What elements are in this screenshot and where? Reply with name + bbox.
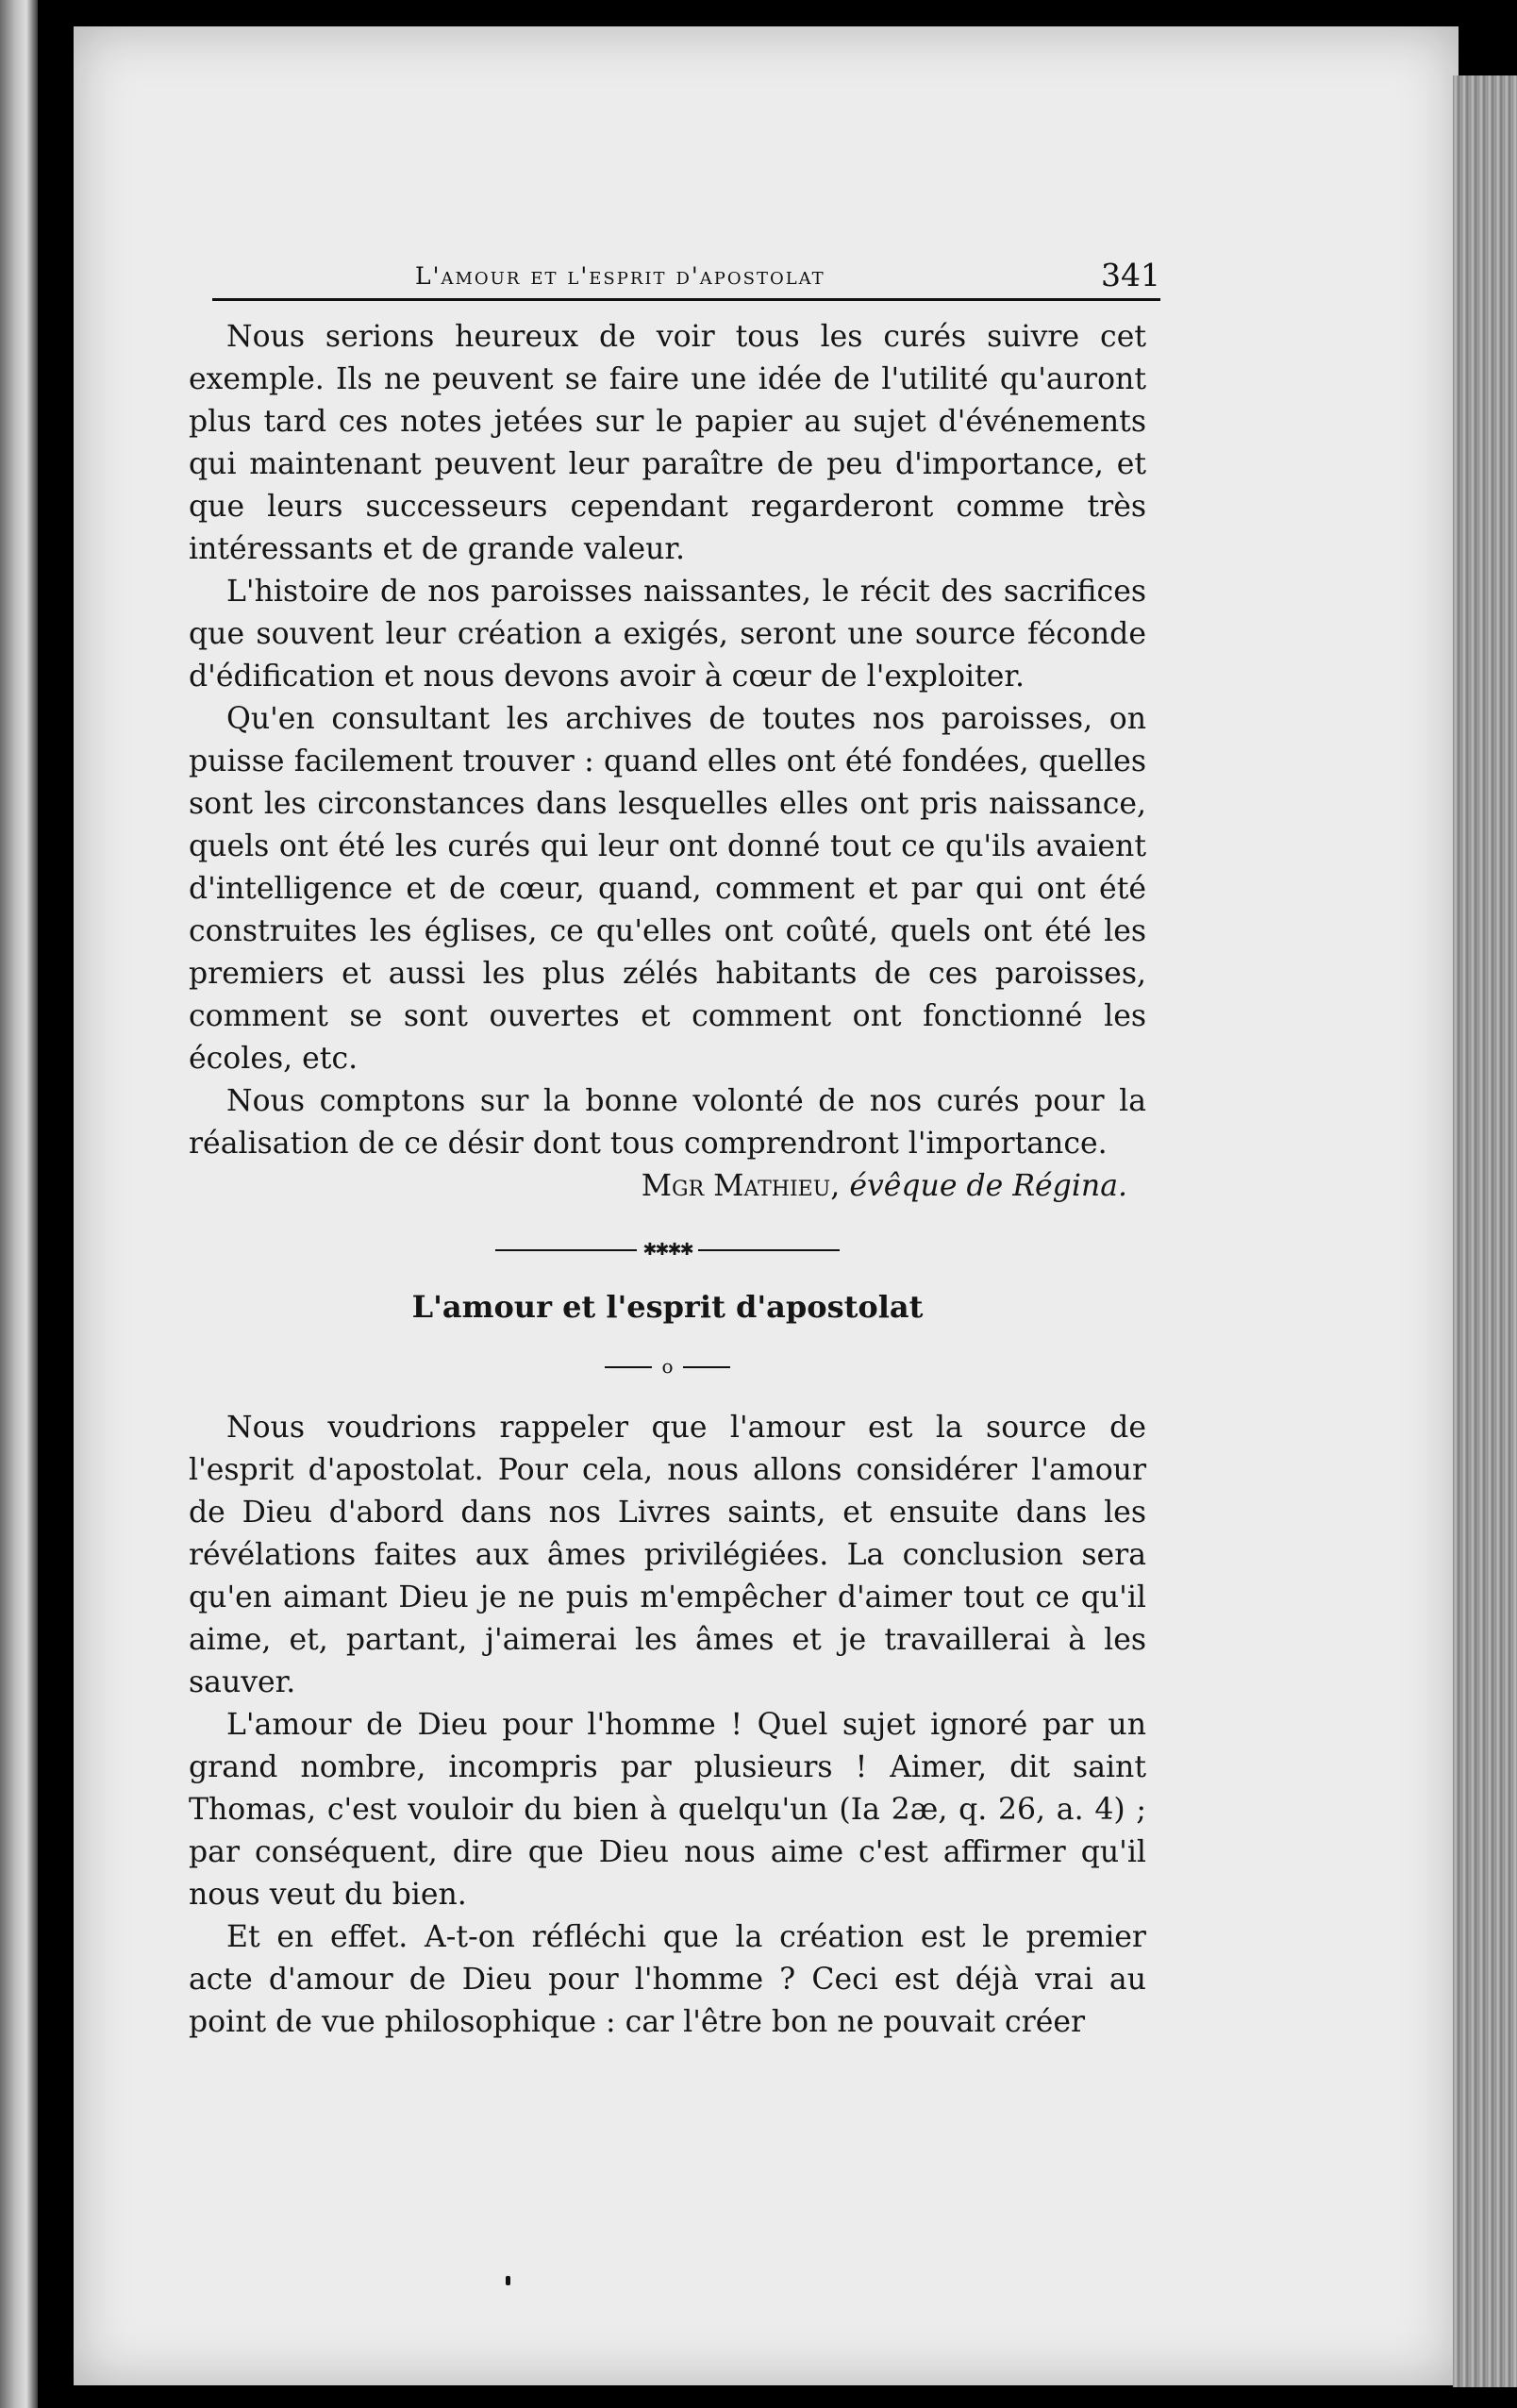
- paragraph-6: L'amour de Dieu pour l'homme ! Quel sujet ignoré par un grand nombre, incompris par plusieurs ! Aimer, dit saint Thomas, c'est vouloir du bien à quelqu'un (Ia 2æ, q. 26, a. 4) ; par conséquent, dire que Dieu nous aime c'est affirmer qu'il nous veut du bien.: [189, 1708, 1146, 1912]
- section-title: L'amour et l'esprit d'apostolat: [411, 1289, 924, 1325]
- scan-speck: [506, 2276, 510, 2285]
- paragraph-7: Et en effet. A-t-on réfléchi que la création est le premier acte d'amour de Dieu pour l'homme ? Ceci est déjà vrai au point de vue philosophique : car l'être bon ne pouvait créer: [189, 1920, 1146, 2039]
- ornament-divider: [189, 1229, 1146, 1271]
- page-stack-edge: [1453, 75, 1517, 2387]
- signature: [189, 1165, 1127, 1208]
- section-divider-right: [683, 1366, 730, 1368]
- page-header: [212, 255, 1160, 301]
- divider-line-right: [698, 1249, 840, 1251]
- paragraph-4: Nous comptons sur la bonne volonté de nos curés pour la réalisation de ce désir dont tous comprendront l'importance.: [189, 1084, 1146, 1161]
- ornament-stars: ✱✱✱✱: [642, 1240, 692, 1260]
- section-divider-mark: o: [661, 1355, 674, 1378]
- signature-title: évêque de Régina.: [849, 1169, 1127, 1203]
- paragraph-5: Nous voudrions rappeler que l'amour est la source de l'esprit d'apostolat. Pour cela, nous allons considérer l'amour de Dieu d'abord dans nos Livres saints, et ensuite dans les révélations faites aux âmes privilégiées. La conclusion sera qu'en aimant Dieu je ne puis m'empêcher d'aimer tout ce qu'il aime, et, partant, j'aimerai les âmes et je travaillerai à les sauver.: [189, 1411, 1146, 1699]
- section-divider: [189, 1346, 1146, 1388]
- divider-line-left: [495, 1249, 637, 1251]
- paragraph-1: Nous serions heureux de voir tous les curés suivre cet exemple. Ils ne peuvent se faire une idée de l'utilité qu'auront plus tard ces notes jetées sur le papier au sujet d'événements qui maintenant peuvent leur paraître de peu d'importance, et que leurs successeurs cependant regarderont comme très intéressants et de grande valeur.: [189, 320, 1146, 566]
- section-divider-left: [605, 1366, 652, 1368]
- running-head: L'amour et l'esprit d'apostolat: [415, 262, 825, 290]
- facing-page-edge: [0, 0, 38, 2408]
- signature-name: Mgr Mathieu,: [641, 1169, 841, 1203]
- body-text: [189, 316, 1146, 2044]
- paragraph-3: Qu'en consultant les archives de toutes nos paroisses, on puisse facilement trouver : quand elles ont été fondées, quelles sont les circonstances dans lesquelles elles ont pris naissance, quels ont été les curés qui leur ont donné tout ce qu'ils avaient d'intelligence et de cœur, quand, comment et par qui ont été construites les églises, ce qu'elles ont coûté, quels ont été les premiers et aussi les plus zélés habitants de ces paroisses, comment se sont ouvertes et comment ont fonctionné les écoles, etc.: [189, 702, 1146, 1076]
- paragraph-2: L'histoire de nos paroisses naissantes, le récit des sacrifices que souvent leur création a exigés, seront une source féconde d'édification et nous devons avoir à cœur de l'exploiter.: [189, 575, 1146, 694]
- page-number: 341: [1101, 257, 1160, 293]
